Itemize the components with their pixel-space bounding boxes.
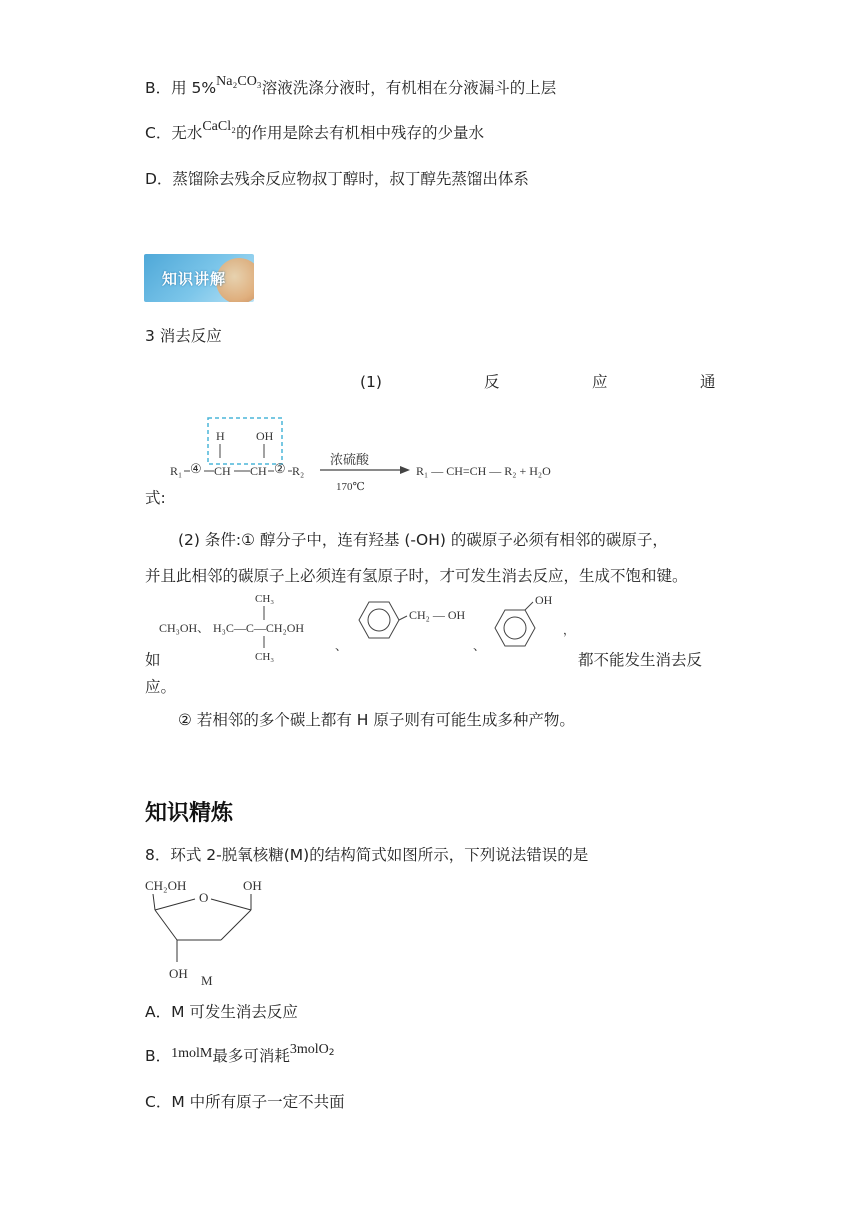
m-label: M bbox=[201, 973, 213, 988]
p1-token-2: 反 bbox=[484, 373, 500, 391]
m-oh-bottom: OH bbox=[169, 966, 188, 981]
q8-option-c: C．M 中所有原子一定不共面 bbox=[145, 1093, 345, 1111]
option-c-top bbox=[145, 119, 485, 145]
benzene-circle-2 bbox=[504, 617, 526, 639]
p1-token-1: (1) bbox=[360, 373, 382, 391]
eq-label-2: ② bbox=[274, 461, 286, 476]
q8-b-mid: 最多可消耗 bbox=[212, 1047, 290, 1065]
eq-product: R₁ — CH=CH — R₂ + H₂O bbox=[416, 464, 551, 478]
benzene-circle-1 bbox=[368, 609, 390, 631]
ex-sep-1: 、 bbox=[335, 639, 348, 653]
eq-reagent: 浓硫酸 bbox=[330, 452, 370, 467]
ex-phenol-bond bbox=[525, 602, 533, 610]
m-bond-ch2oh bbox=[153, 894, 155, 910]
benzene-ring-1 bbox=[359, 602, 399, 638]
eq-arrowhead bbox=[400, 466, 410, 474]
elimination-equation bbox=[168, 412, 598, 500]
q8-b-o2: 3molO bbox=[289, 1042, 329, 1057]
ex-methanol: CH₃OH、 bbox=[159, 621, 210, 635]
formula-na2co3: Na₂CO₃ bbox=[216, 74, 262, 89]
eq-ch-1: CH bbox=[214, 464, 231, 478]
q8-option-a: A．M 可发生消去反应 bbox=[145, 1003, 298, 1021]
m-bond-3 bbox=[155, 910, 177, 940]
ex-benzyl: CH₂ — OH bbox=[409, 608, 466, 622]
ying: 应。 bbox=[145, 678, 177, 696]
eq-h: H bbox=[216, 429, 225, 443]
eq-temp: 170℃ bbox=[336, 481, 365, 493]
ex-neo-top: CH₃ bbox=[255, 593, 275, 605]
ex-neo-main: H₃C—C—CH₂OH bbox=[213, 621, 305, 635]
p2-line2: 并且此相邻的碳原子上必须连有氢原子时，才可发生消去反应，生成不饱和键。 bbox=[145, 567, 688, 585]
option-b-top bbox=[145, 74, 557, 100]
benzene-ring-2 bbox=[495, 610, 535, 646]
formula-cacl2: CaCl₂ bbox=[202, 119, 236, 134]
ex-neo-bottom: CH₃ bbox=[255, 651, 275, 662]
section-heading: 知识精炼 bbox=[145, 801, 234, 826]
q8-b-prefix: B． bbox=[145, 1047, 172, 1065]
q8-stem: 8．环式 2-脱氧核糖(M)的结构简式如图所示，下列说法错误的是 bbox=[145, 846, 589, 864]
cannot-text: 都不能发生消去反 bbox=[578, 651, 703, 669]
option-c-prefix: C．无水 bbox=[145, 124, 203, 142]
ex-tail: ， bbox=[563, 623, 576, 637]
eq-ch-2: CH bbox=[250, 464, 267, 478]
p3: ② 若相邻的多个碳上都有 H 原子则有可能生成多种产物。 bbox=[178, 711, 575, 729]
p1-end: 式: bbox=[145, 489, 166, 507]
p1-token-4: 通 bbox=[700, 373, 716, 391]
q8-option-b bbox=[145, 1042, 335, 1069]
option-b-text: 溶液洗涤分液时，有机相在分液漏斗的上层 bbox=[261, 79, 557, 97]
eq-label-4: ④ bbox=[190, 461, 202, 476]
q8-b-o2-sub: 2 bbox=[328, 1048, 335, 1058]
eq-r1: R₁ bbox=[170, 464, 183, 478]
m-ch2oh: CH₂OH bbox=[145, 878, 187, 893]
m-bond-5 bbox=[221, 910, 251, 940]
deoxyribose-structure bbox=[143, 872, 283, 992]
knowledge-badge bbox=[144, 254, 254, 302]
eq-r2: R₂ bbox=[292, 464, 305, 478]
m-ring-o: O bbox=[199, 890, 209, 905]
m-oh-right: OH bbox=[243, 878, 262, 893]
ex-benzyl-bond bbox=[399, 616, 407, 620]
m-bond-2 bbox=[211, 899, 251, 910]
ex-phenol: OH bbox=[535, 593, 553, 607]
option-d-top: D．蒸馏除去残余反应物叔丁醇时，叔丁醇先蒸馏出体系 bbox=[145, 170, 529, 188]
ru: 如 bbox=[145, 651, 161, 669]
ex-sep-2: 、 bbox=[473, 639, 486, 653]
option-c-text: 的作用是除去有机相中残存的少量水 bbox=[236, 124, 485, 142]
examples-structures bbox=[155, 586, 585, 662]
option-b-prefix: B．用 5% bbox=[145, 79, 217, 97]
m-bond-1 bbox=[155, 899, 195, 910]
eq-oh: OH bbox=[256, 429, 274, 443]
q8-b-amount: 1molM bbox=[171, 1046, 213, 1061]
p1-token-3: 应 bbox=[592, 373, 608, 391]
p2-line1: (2) 条件:① 醇分子中，连有羟基 (-OH) 的碳原子必须有相邻的碳原子， bbox=[178, 531, 668, 549]
section3-title: 3 消去反应 bbox=[145, 327, 222, 345]
badge-label: 知识讲解 bbox=[162, 270, 227, 288]
